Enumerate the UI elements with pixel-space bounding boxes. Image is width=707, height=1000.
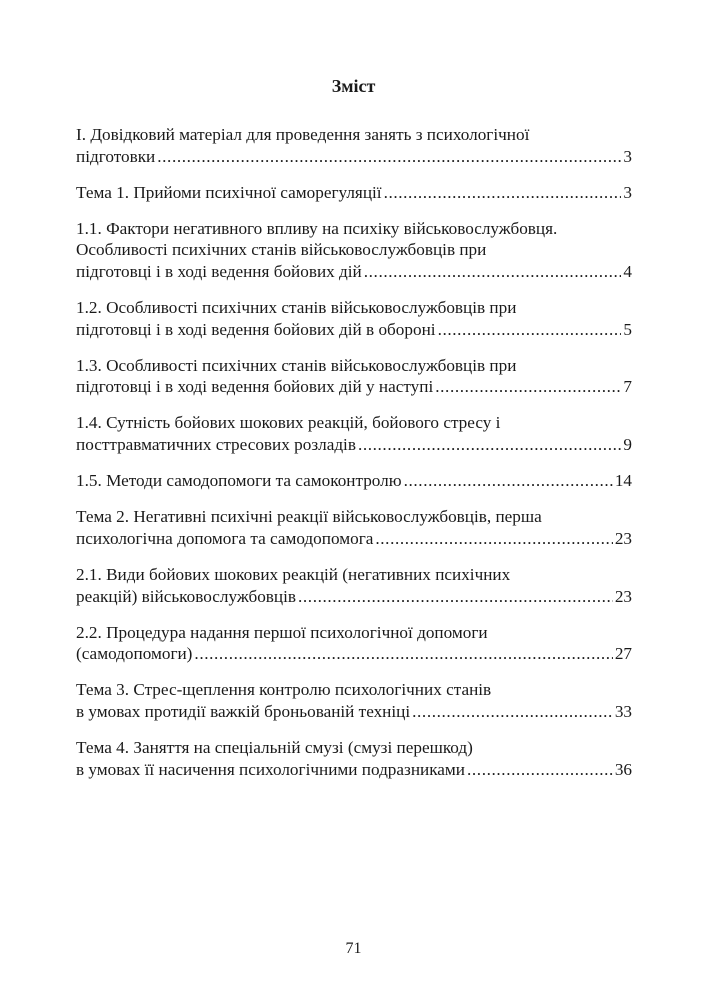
toc-entry[interactable]	[76, 737, 632, 780]
toc-entry-text: І. Довідковий матеріал для проведення занять з психологічної	[76, 125, 530, 144]
toc-page-number: 4	[623, 261, 632, 281]
toc-page-number: 33	[614, 701, 632, 721]
page-title: Зміст	[331, 76, 376, 96]
toc-entry-text: підготовці і в ході ведення бойових дій	[76, 261, 362, 281]
toc-page-number: 14	[614, 471, 632, 491]
toc-entry-line	[76, 124, 632, 146]
toc-entry-line	[76, 434, 632, 456]
dot-leader	[298, 586, 613, 608]
toc-entry-text: підготовці і в ході ведення бойових дій у наступі	[76, 377, 434, 397]
toc-entry-line	[76, 470, 632, 492]
toc-entry-line	[76, 759, 632, 781]
toc-entry-line	[76, 622, 632, 644]
toc-entry-text: Тема 4. Заняття на спеціальній смузі (смузі перешкод)	[76, 737, 473, 757]
toc-entry[interactable]	[76, 564, 632, 607]
toc-page-number: 3	[623, 182, 632, 202]
toc-entry[interactable]	[76, 297, 632, 340]
toc-entry-text: (самодопомоги)	[76, 644, 193, 664]
toc-entry[interactable]	[76, 182, 632, 204]
toc-entry-text: реакцій) військовослужбовців	[76, 586, 297, 606]
toc-page-number: 23	[614, 528, 632, 548]
toc-entry[interactable]	[76, 506, 632, 549]
toc-entry-line	[76, 506, 632, 528]
toc-page-number: 3	[623, 146, 632, 166]
toc-entry-text: в умовах її насичення психологічними подразниками	[76, 759, 466, 779]
toc-entry-line	[76, 261, 632, 283]
toc-entry-line	[76, 528, 632, 550]
toc-page-number: 36	[614, 759, 632, 779]
table-of-contents	[76, 124, 632, 795]
toc-page-number: 5	[623, 319, 632, 339]
toc-entry-line	[76, 679, 632, 701]
toc-entry[interactable]	[76, 218, 632, 283]
toc-entry-text: підготовці і в ході ведення бойових дій в обороні	[76, 319, 436, 339]
dot-leader	[384, 182, 622, 204]
toc-entry-text: психологічна допомога та самодопомога	[76, 528, 374, 548]
dot-leader	[157, 146, 621, 168]
toc-entry-text: 1.1. Фактори негативного впливу на психіку військовослужбовця.	[76, 218, 558, 238]
toc-entry-line	[76, 737, 632, 759]
dot-leader	[375, 528, 612, 550]
dot-leader	[358, 434, 621, 456]
toc-entry-line	[76, 355, 632, 377]
toc-entry[interactable]	[76, 679, 632, 722]
toc-entry-text: 1.3. Особливості психічних станів військовослужбовців при	[76, 355, 517, 375]
toc-entry[interactable]	[76, 124, 632, 167]
toc-page-number: 9	[623, 435, 632, 455]
toc-entry[interactable]	[76, 355, 632, 398]
toc-entry-text: Тема 3. Стрес-щеплення контролю психологічних станів	[76, 680, 492, 700]
dot-leader	[438, 319, 622, 341]
toc-entry[interactable]	[76, 470, 632, 492]
toc-entry-text: посттравматичних стресових розладів	[76, 435, 356, 455]
dot-leader	[412, 701, 613, 723]
dot-leader	[435, 376, 621, 398]
toc-entry-text: Особливості психічних станів військовослужбовців при	[76, 240, 487, 260]
page-number: 71	[345, 940, 362, 957]
toc-entry-line	[76, 412, 632, 434]
toc-page-number: 27	[614, 644, 632, 664]
toc-entry-text: 1.4. Сутність бойових шокових реакцій, бойового стресу і	[76, 413, 501, 433]
toc-entry-text: 1.5. Методи самодопомоги та самоконтролю	[76, 471, 402, 491]
toc-entry-line	[76, 319, 632, 341]
toc-page-number: 23	[614, 586, 632, 606]
toc-page-number: 7	[623, 377, 632, 397]
toc-entry-line	[76, 297, 632, 319]
toc-entry-text: Тема 2. Негативні психічні реакції військовослужбовців, перша	[76, 507, 542, 527]
toc-entry-line	[76, 564, 632, 586]
toc-entry-line	[76, 182, 632, 204]
toc-entry-text: Тема 1. Прийоми психічної саморегуляції	[76, 182, 382, 202]
toc-entry-line	[76, 218, 632, 240]
toc-entry-line	[76, 643, 632, 665]
dot-leader	[194, 643, 612, 665]
toc-entry-text: 2.2. Процедура надання першої психологічної допомоги	[76, 622, 488, 642]
toc-entry-line	[76, 701, 632, 723]
toc-entry-line	[76, 586, 632, 608]
toc-entry-line	[76, 146, 632, 168]
toc-entry-line	[76, 239, 632, 261]
toc-entry-text: підготовки	[76, 146, 156, 166]
toc-entry-text: в умовах протидії важкій броньованій техніці	[76, 701, 411, 721]
toc-entry-line	[76, 376, 632, 398]
toc-entry[interactable]	[76, 622, 632, 665]
toc-entry[interactable]	[76, 412, 632, 455]
toc-entry-text: 1.2. Особливості психічних станів військовослужбовців при	[76, 298, 517, 318]
dot-leader	[404, 470, 613, 492]
dot-leader	[467, 759, 613, 781]
dot-leader	[364, 261, 622, 283]
toc-entry-text: 2.1. Види бойових шокових реакцій (негативних психічних	[76, 564, 511, 584]
